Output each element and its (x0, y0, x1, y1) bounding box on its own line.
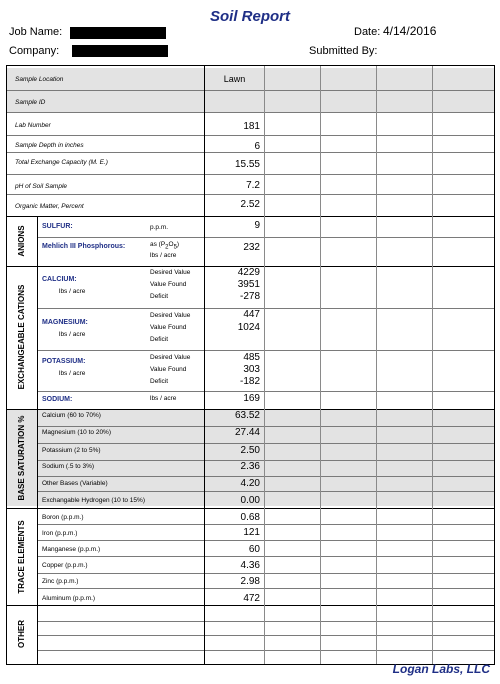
potassium-unit: lbs / acre (59, 370, 86, 377)
bs-potassium-label: Potassium (2 to 5%) (42, 447, 101, 454)
group-anions: ANIONS (17, 225, 26, 257)
potassium-found-value: 303 (243, 364, 260, 375)
redacted-job-name (70, 27, 166, 39)
bs-magnesium-label: Magnesium (10 to 20%) (42, 429, 112, 436)
report-title: Soil Report (209, 8, 290, 25)
group-other: OTHER (17, 620, 26, 648)
bs-calcium-value: 63.52 (234, 410, 260, 421)
calcium-unit: lbs / acre (59, 288, 86, 295)
zinc-label: Zinc (p.p.m.) (42, 578, 79, 585)
bs-calcium-label: Calcium (60 to 70%) (42, 412, 101, 419)
magnesium-unit: lbs / acre (59, 331, 86, 338)
iron-value: 121 (243, 527, 260, 538)
bs-other-bases-label: Other Bases (Variable) (42, 480, 108, 487)
lab-number-label: Lab Number (15, 122, 51, 129)
calcium-found-label: Value Found (150, 281, 187, 288)
potassium-label: POTASSIUM: (42, 358, 86, 365)
phosphorous-unit: lbs / acre (150, 252, 177, 259)
bs-potassium-value: 2.50 (240, 445, 260, 456)
group-base-saturation: BASE SATURATION % (17, 415, 26, 501)
magnesium-desired-label: Desired Value (150, 312, 191, 319)
bs-magnesium-value: 27.44 (234, 427, 260, 438)
magnesium-label: MAGNESIUM: (42, 319, 88, 326)
potassium-found-label: Value Found (150, 366, 187, 373)
magnesium-desired-value: 447 (243, 309, 260, 320)
sulfur-label: SULFUR: (42, 223, 73, 230)
copper-label: Copper (p.p.m.) (42, 562, 88, 569)
iron-label: Iron (p.p.m.) (42, 530, 78, 537)
potassium-desired-label: Desired Value (150, 354, 191, 361)
phosphorous-label: Mehlich III Phosphorous: (42, 243, 126, 250)
aluminum-value: 472 (243, 593, 260, 604)
calcium-label: CALCIUM: (42, 276, 77, 283)
copper-value: 4.36 (240, 560, 260, 571)
calcium-found-value: 3951 (237, 279, 260, 290)
magnesium-found-label: Value Found (150, 324, 187, 331)
submitted-by-label: Submitted By: (309, 45, 378, 57)
aluminum-label: Aluminum (p.p.m.) (42, 595, 96, 602)
sample-depth-value: 6 (254, 141, 260, 152)
ph-label: pH of Soil Sample (15, 183, 68, 190)
report-table (6, 65, 495, 665)
zinc-value: 2.98 (240, 576, 260, 587)
calcium-desired-value: 4229 (237, 267, 260, 278)
sample-location-value: Lawn (223, 74, 246, 84)
sodium-value: 169 (243, 393, 260, 404)
organic-matter-label: Organic Matter, Percent (15, 203, 84, 210)
phosphorous-value: 232 (243, 242, 260, 253)
sample-id-label: Sample ID (15, 99, 46, 106)
date-value: 4/14/2016 (383, 24, 437, 38)
group-exchangeable-cations: EXCHANGEABLE CATIONS (17, 284, 26, 390)
organic-matter-value: 2.52 (240, 199, 260, 210)
manganese-label: Manganese (p.p.m.) (42, 546, 101, 553)
footer-company: Logan Labs, LLC (392, 662, 490, 676)
sample-location-label: Sample Location (15, 76, 64, 83)
job-name-label: Job Name: (9, 26, 63, 38)
bs-hydrogen-value: 0.00 (240, 495, 260, 506)
calcium-deficit-label: Deficit (150, 293, 169, 300)
bs-other-bases-value: 4.20 (240, 478, 260, 489)
sample-depth-label: Sample Depth in inches (15, 142, 84, 149)
bs-hydrogen-label: Exchangable Hydrogen (10 to 15%) (42, 497, 145, 504)
ph-value: 7.2 (246, 180, 260, 191)
redacted-company (72, 45, 168, 57)
potassium-deficit-label: Deficit (150, 378, 169, 385)
boron-label: Boron (p.p.m.) (42, 514, 84, 521)
sodium-unit: lbs / acre (150, 395, 177, 402)
potassium-deficit-value: -182 (239, 376, 260, 387)
calcium-deficit-value: -278 (239, 291, 260, 302)
sodium-label: SODIUM: (42, 396, 73, 403)
sulfur-value: 9 (254, 220, 260, 231)
magnesium-deficit-label: Deficit (150, 336, 169, 343)
bs-sodium-value: 2.36 (240, 461, 260, 472)
sulfur-unit: p.p.m. (150, 224, 169, 231)
potassium-desired-value: 485 (243, 352, 260, 363)
group-trace-elements: TRACE ELEMENTS (17, 520, 26, 594)
tec-label: Total Exchange Capacity (M. E.) (15, 159, 108, 166)
lab-number-value: 181 (243, 121, 260, 132)
phosphorous-unit-formula: as $(P_2O_5)$ (150, 241, 180, 251)
bs-sodium-label: Sodium (.5 to 3%) (42, 463, 95, 470)
tec-value: 15.55 (234, 159, 260, 170)
boron-value: 0.68 (240, 512, 260, 523)
magnesium-found-value: 1024 (237, 322, 260, 333)
date-label: Date: (354, 26, 381, 38)
manganese-value: 60 (248, 544, 260, 555)
company-label: Company: (9, 45, 60, 57)
calcium-desired-label: Desired Value (150, 269, 191, 276)
